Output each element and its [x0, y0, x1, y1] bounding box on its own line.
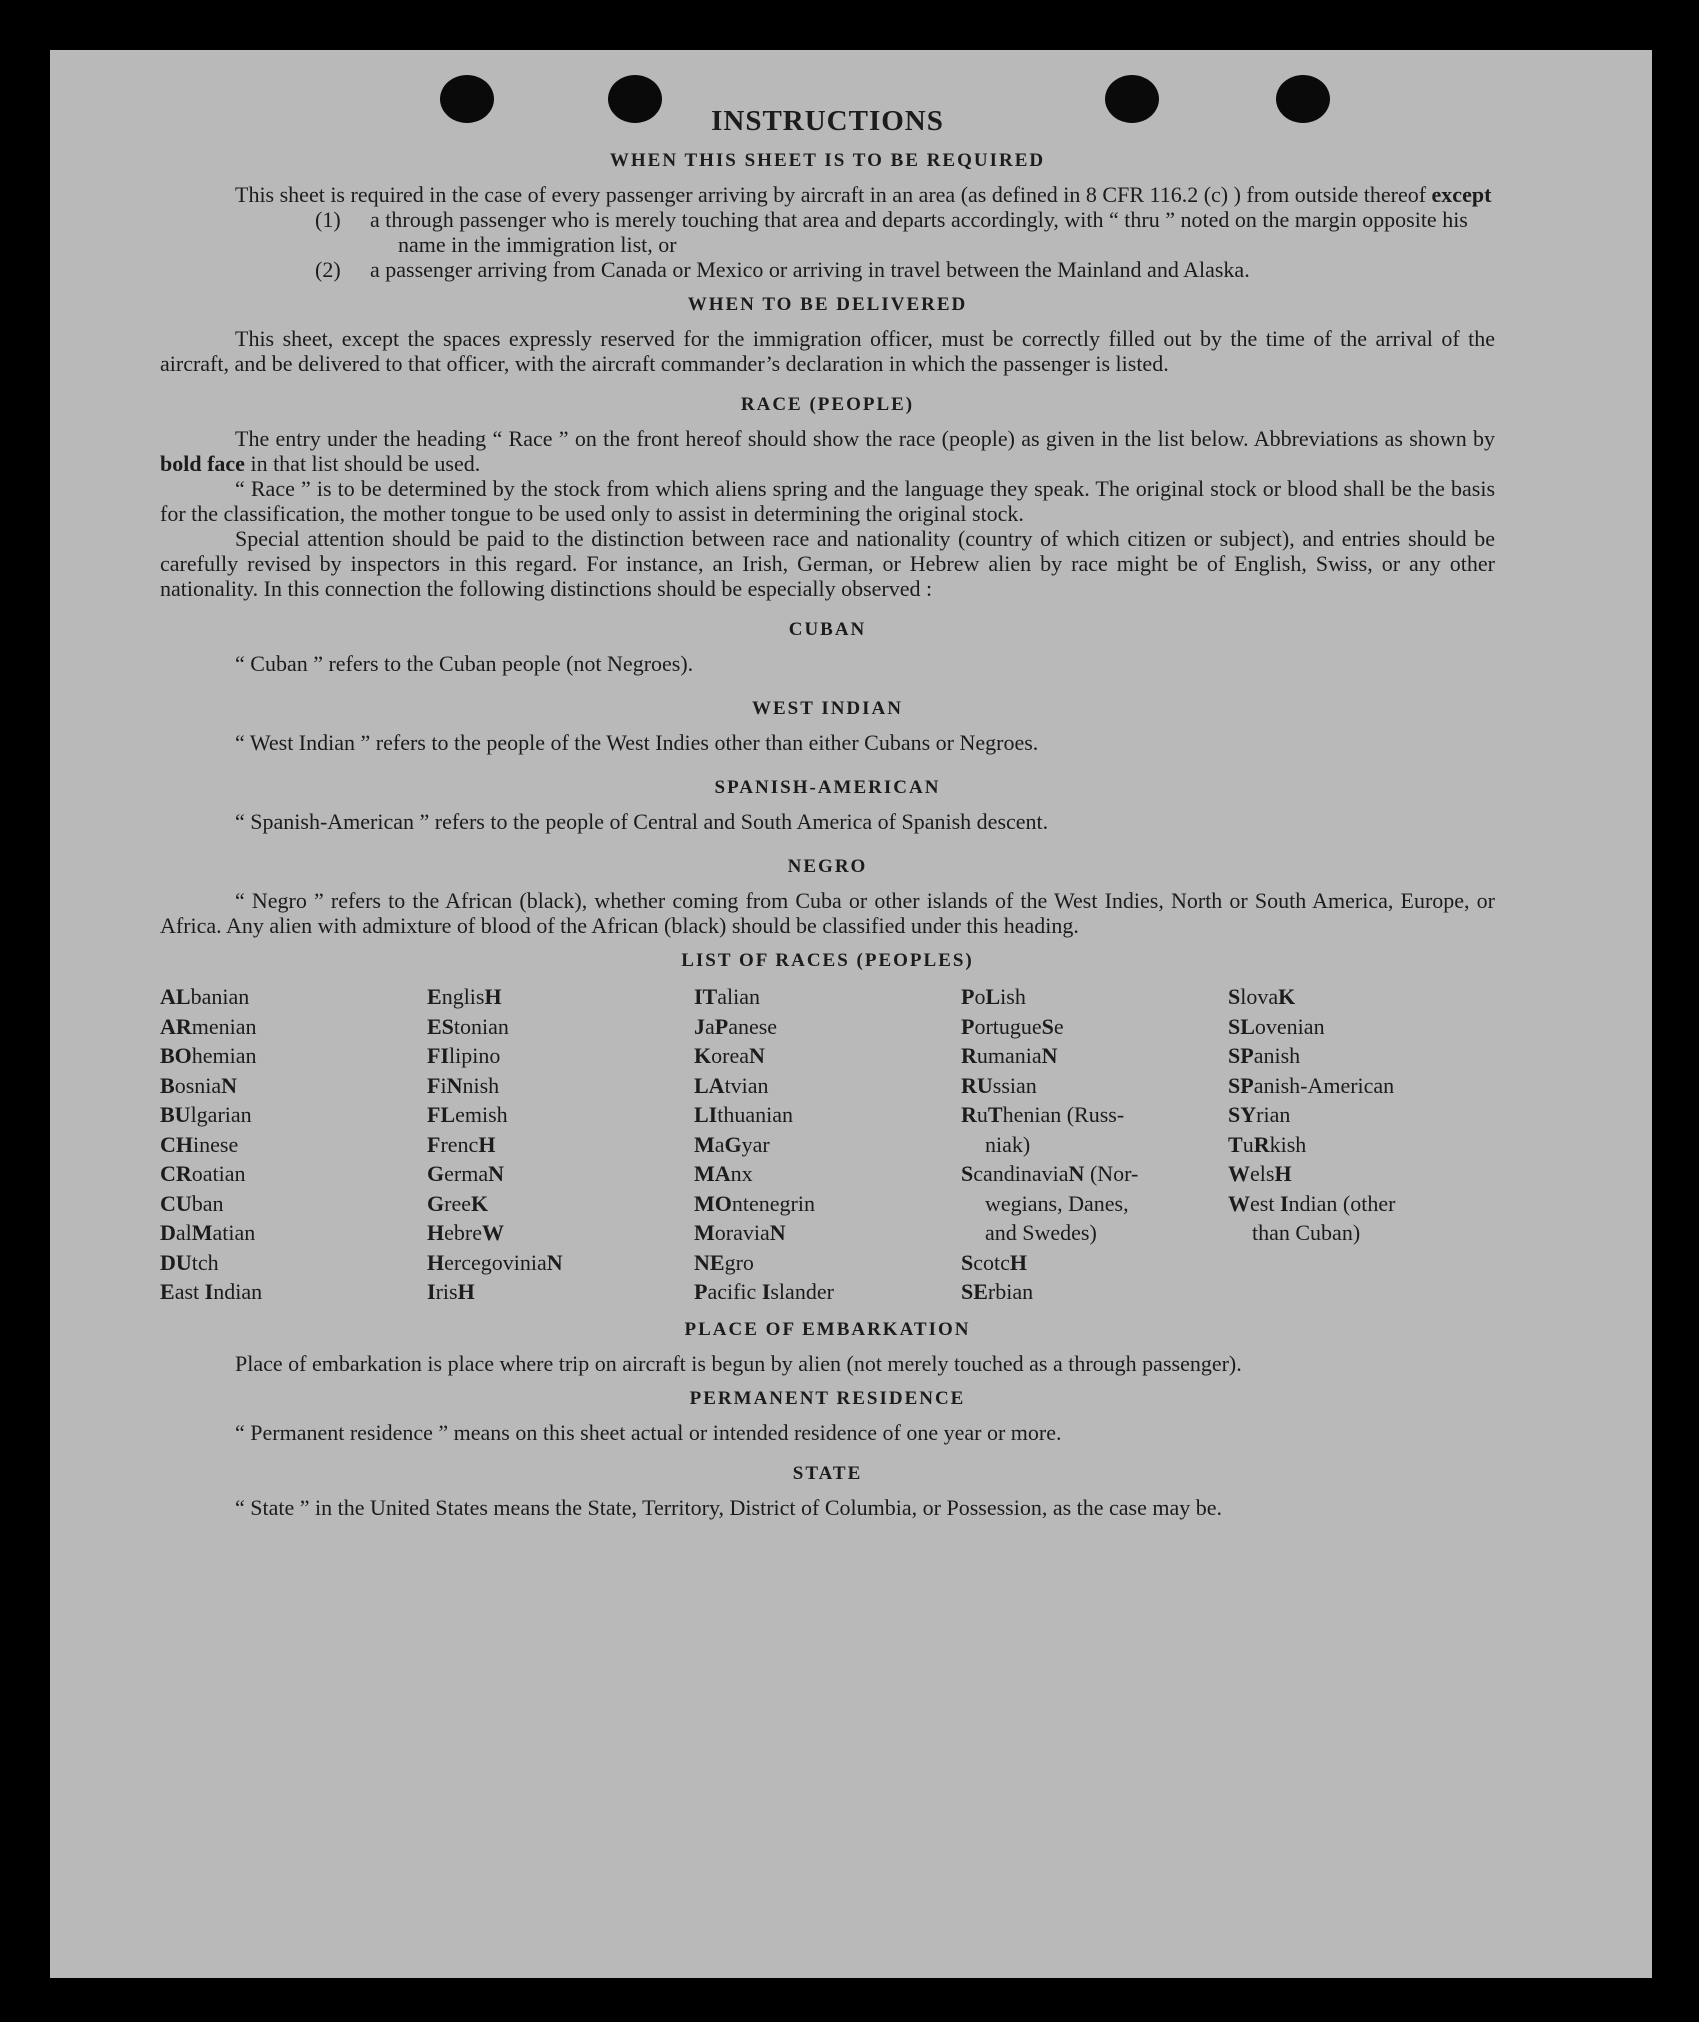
race-entry: CHinese: [160, 1131, 239, 1157]
paragraph: This sheet, except the spaces expressly reserved for the immigration officer, must be correctly filled out by the time of the arrival of the aircraft, and be delivered to that officer, with the aircraft commander’s declaration in which the passenger is listed.: [160, 326, 1495, 376]
section-heading: STATE: [792, 1462, 863, 1484]
race-entry: LAtvian: [694, 1072, 769, 1098]
section-heading: PERMANENT RESIDENCE: [689, 1387, 966, 1409]
paragraph: “ Cuban ” refers to the Cuban people (not Negroes).: [235, 651, 694, 676]
paragraph: “ Race ” is to be determined by the stock from which aliens spring and the language they speak. The original stock or blood shall be the basis for the classification, the mother tongue to be used only to assist in determining the original stock.: [160, 476, 1495, 526]
list-item: (2) a passenger arriving from Canada or Mexico or arriving in travel between the Mainland and Alaska.: [315, 257, 1250, 282]
race-entry: RumaniaN: [961, 1043, 1058, 1068]
race-entry: SlovaK: [1228, 984, 1296, 1009]
race-entry: East Indian: [160, 1279, 263, 1304]
race-entry: MOntenegrin: [694, 1190, 815, 1216]
race-entry: ScotcH: [961, 1249, 1028, 1275]
race-entry: CRoatian: [160, 1161, 246, 1186]
race-entry: ScandinaviaN (Nor-: [961, 1161, 1139, 1186]
paragraph: “ State ” in the United States means the State, Territory, District of Columbia, or Possession, as the case may be.: [235, 1494, 1223, 1520]
race-entry: GermaN: [427, 1161, 504, 1186]
race-entry: JaPanese: [694, 1013, 778, 1039]
race-entry: LIthuanian: [694, 1102, 794, 1127]
race-entry: ITalian: [694, 984, 761, 1009]
race-entry: PoLish: [961, 984, 1026, 1009]
section-heading: WHEN TO BE DELIVERED: [687, 294, 968, 315]
race-entry: wegians, Danes,: [985, 1190, 1129, 1216]
race-entry: SLovenian: [1228, 1013, 1325, 1039]
paragraph: “ Permanent residence ” means on this sheet actual or intended residence of one year or more.: [235, 1419, 1062, 1445]
section-heading: CUBAN: [788, 619, 867, 640]
section-heading: NEGRO: [787, 856, 868, 877]
section-heading: PLACE OF EMBARKATION: [684, 1318, 971, 1340]
race-entry: West Indian (other: [1228, 1190, 1396, 1216]
race-entry: TuRkish: [1228, 1131, 1307, 1157]
race-column: [160, 982, 427, 1307]
race-entry: CUban: [160, 1190, 224, 1216]
race-entry: ALbanian: [160, 984, 250, 1009]
section-heading: LIST OF RACES (PEOPLES): [681, 950, 974, 971]
race-entry: FiNnish: [427, 1072, 500, 1098]
section-heading: SPANISH-AMERICAN: [714, 777, 941, 798]
race-column: [1228, 982, 1495, 1307]
paragraph: “ Negro ” refers to the African (black), whether coming from Cuba or other islands of the West Indies, North or South America, Europe, or Africa. Any alien with admixture of blood of the African (black) should be classified under this heading.: [160, 888, 1495, 938]
race-entry: BosniaN: [160, 1072, 238, 1098]
race-entry: HercegoviniaN: [427, 1249, 563, 1275]
section-heading: WEST INDIAN: [752, 698, 903, 719]
race-column: [694, 982, 961, 1307]
paragraph: This sheet is required in the case of every passenger arriving by aircraft in an area (as defined in 8 CFR 116.2 (c) ) from outside thereof except: [235, 182, 1492, 207]
race-entry: DalMatian: [160, 1220, 256, 1245]
race-entry: NEgro: [694, 1249, 754, 1275]
race-entry: and Swedes): [985, 1220, 1097, 1245]
race-entry: FIlipino: [427, 1043, 501, 1068]
race-entry: BUlgarian: [160, 1102, 252, 1127]
race-entry: IrisH: [427, 1279, 475, 1304]
paragraph: Special attention should be paid to the distinction between race and nationality (country of which citizen or subject), and entries should be carefully revised by inspectors in this regard. For instance, an Irish, German, or Hebrew alien by race might be of English, Swiss, or any other nationality. In this connection the following distinctions should be especially observed :: [160, 526, 1495, 601]
race-entry: FLemish: [427, 1102, 508, 1127]
race-entry: BOhemian: [160, 1043, 257, 1068]
race-entry: EStonian: [427, 1013, 509, 1039]
race-entry: Pacific Islander: [694, 1279, 834, 1304]
race-entry: ARmenian: [160, 1013, 257, 1039]
race-entry: MAnx: [694, 1161, 753, 1186]
paragraph: “ Spanish-American ” refers to the people of Central and South America of Spanish descent.: [235, 809, 1049, 834]
race-column: [961, 982, 1228, 1307]
race-entry: SYrian: [1228, 1102, 1291, 1127]
instructions-content: [160, 105, 1495, 1520]
race-entry: SPanish: [1228, 1043, 1301, 1068]
paragraph: The entry under the heading “ Race ” on the front hereof should show the race (people) as given in the list below. Abbreviations as shown by bold face in that list should be used.: [160, 426, 1495, 476]
paragraph: “ West Indian ” refers to the people of the West Indies other than either Cubans or Negroes.: [235, 730, 1039, 755]
race-entry: RuThenian (Russ-: [961, 1102, 1125, 1127]
race-entry: than Cuban): [1252, 1220, 1361, 1245]
race-entry: GreeK: [427, 1190, 489, 1216]
race-entry: SPanish-American: [1228, 1072, 1395, 1098]
race-entry: MoraviaN: [694, 1220, 786, 1245]
race-entry: RUssian: [961, 1072, 1037, 1098]
race-entry: WelsH: [1228, 1161, 1292, 1186]
race-list: [160, 982, 1495, 1307]
page-title: INSTRUCTIONS: [711, 105, 944, 137]
race-entry: MaGyar: [694, 1131, 770, 1157]
race-entry: EnglisH: [427, 984, 502, 1009]
race-entry: DUtch: [160, 1249, 219, 1275]
paragraph: Place of embarkation is place where trip on aircraft is begun by alien (not merely touched as a through passenger).: [235, 1350, 1242, 1376]
race-entry: FrencH: [427, 1131, 496, 1157]
section-heading: RACE (PEOPLE): [740, 394, 915, 415]
race-entry: PortugueSe: [961, 1013, 1064, 1039]
list-item: (1) a through passenger who is merely touching that area and departs accordingly, with “ thru ” noted on the margin opposite his name in the immigration list, or: [315, 207, 1468, 257]
race-entry: niak): [985, 1131, 1031, 1157]
race-entry: SErbian: [961, 1279, 1034, 1304]
race-column: [427, 982, 694, 1307]
race-entry: HebreW: [427, 1220, 504, 1245]
race-entry: KoreaN: [694, 1043, 765, 1068]
section-heading: WHEN THIS SHEET IS TO BE REQUIRED: [609, 150, 1046, 171]
